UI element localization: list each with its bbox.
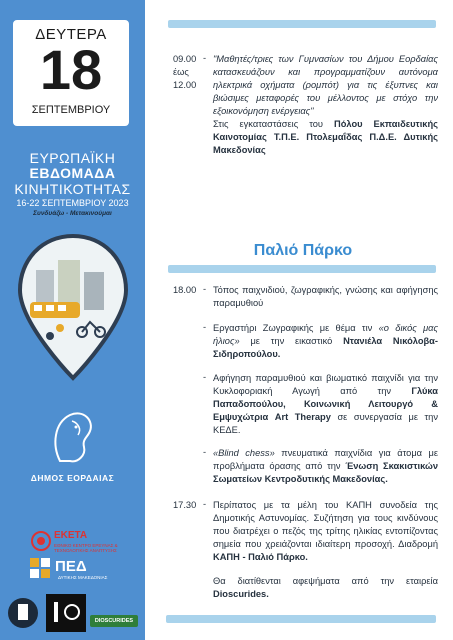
event-time: 17.30 <box>173 500 197 510</box>
event-time: 18.00 <box>173 285 197 295</box>
event-description: "Μαθητές/τριες των Γυμνασίων του Δήμου Εορδαίας κατασκευάζουν και προγραμματίζουν αυτόνομα ηλεκτρικά οχήματα (ρομπότ) για τις έξυπνες και βιώσιμες μεταφορές του μέλλοντος με στόχο την εξοικονόμηση ενέργειας" <box>213 54 438 116</box>
event-location: Στις εγκαταστάσεις του Πόλου Εκπαιδευτικής Καινοτομίας Τ.Π.Ε. Πτολεμαΐδας Π.Δ.Ε. Δυτικής Μακεδονίας <box>213 119 438 155</box>
municipality-name: ΔΗΜΟΣ ΕΟΡΔΑΙΑΣ <box>30 473 115 483</box>
bullet-dash: - <box>203 53 207 63</box>
ped-logo-icon <box>28 556 52 580</box>
date-card <box>13 20 129 126</box>
week-slogan: Συνδυάζω - Μετακινούμαι <box>33 210 112 217</box>
top-divider <box>168 20 436 28</box>
week-dates: 16-22 ΣΕΠΤΕΜΒΡΙΟΥ 2023 <box>16 198 129 208</box>
event-description: Εργαστήρι Ζωγραφικής με θέμα τιν «ο δικός μας ήλιος» με την εικαστικό Ντανιέλα Νικόλοβα-Σιδηροπούλου. <box>213 323 438 359</box>
week-title-line2: ΕΒΔΟΜΑΔΑ <box>29 165 116 181</box>
bullet-dash: - <box>203 322 207 332</box>
event-time: 09.00 <box>173 54 197 64</box>
sponsor-logo-left <box>6 596 40 630</box>
sidebar <box>0 0 145 640</box>
eketa-logo-subtitle: ΕΘΝΙΚΟ ΚΕΝΤΡΟ ΕΡΕΥΝΑΣ & ΤΕΧΝΟΛΟΓΙΚΗΣ ΑΝΑΠΤΥΞΗΣ <box>54 543 118 553</box>
date-number: 18 <box>39 38 103 101</box>
date-day: ΔΕΥΤΕΡΑ <box>35 26 107 43</box>
event-description: Περίπατος με τα μέλη του ΚΑΠΗ συνοδεία της Δημοτικής Αστυνομίας. Συζήτηση για τους κινδύνους που διατρέχει ο πεζός της τρίτης ηλικίας εντοπίζοντας σημεία που χρειάζονται ιδιαίτερη προσοχή. Διαδρομή ΚΑΠΗ - Παλιό Πάρκο. <box>213 500 438 562</box>
bullet-dash: - <box>203 284 207 294</box>
event-description: Τόπος παιχνιδιού, ζωγραφικής, γνώσης και αφήγησης παραμυθιού <box>213 285 438 308</box>
eketa-logo: ΕΚΕΤΑ <box>54 530 88 541</box>
week-title-line1: ΕΥΡΩΠΑΪΚΗ <box>29 150 116 166</box>
section-title: Παλιό Πάρκο <box>253 242 353 259</box>
event-note: Θα διατίθενται αφεψήματα από την εταιρεία Dioscurides. <box>213 576 438 599</box>
sponsor-logo-middle <box>46 594 86 632</box>
municipality-logo <box>42 405 104 467</box>
bullet-dash: - <box>203 499 207 509</box>
eketa-logo-icon <box>30 530 52 552</box>
ped-logo: ΠΕΔ <box>55 558 87 575</box>
bullet-dash: - <box>203 447 207 457</box>
section-divider <box>168 265 436 273</box>
ped-logo-subtitle: ΔΥΤΙΚΗΣ ΜΑΚΕΔΟΝΙΑΣ <box>58 575 108 580</box>
date-month: ΣΕΠΤΕΜΒΡΙΟΥ <box>31 104 111 116</box>
mobility-pin-illustration <box>14 232 132 382</box>
bullet-dash: - <box>203 372 207 382</box>
event-time-separator: έως <box>173 67 189 77</box>
event-description: Αφήγηση παραμυθιού και βιωματικό παιχνίδι για την Κυκλοφοριακή Αγωγή από την Γλύκα Παπαδοπούλου, Κοινωνική Λειτουργό & Εμψυχώτρια Art Therapy σε συνεργασία με την ΚΕΔΕ. <box>213 373 438 435</box>
dioscurides-logo: DIOSCURIDES <box>90 615 138 627</box>
event-description: «Blind chess» πνευματικά παιχνίδια για άτομα με προβλήματα όρασης από την Ένωση Σκακιστικών Σωματείων Κεντροδυτικής Μακεδονίας. <box>213 448 438 484</box>
event-time: 12.00 <box>173 80 197 90</box>
bottom-divider <box>166 615 436 623</box>
week-title-line3: ΚΙΝΗΤΙΚΟΤΗΤΑΣ <box>14 181 131 197</box>
